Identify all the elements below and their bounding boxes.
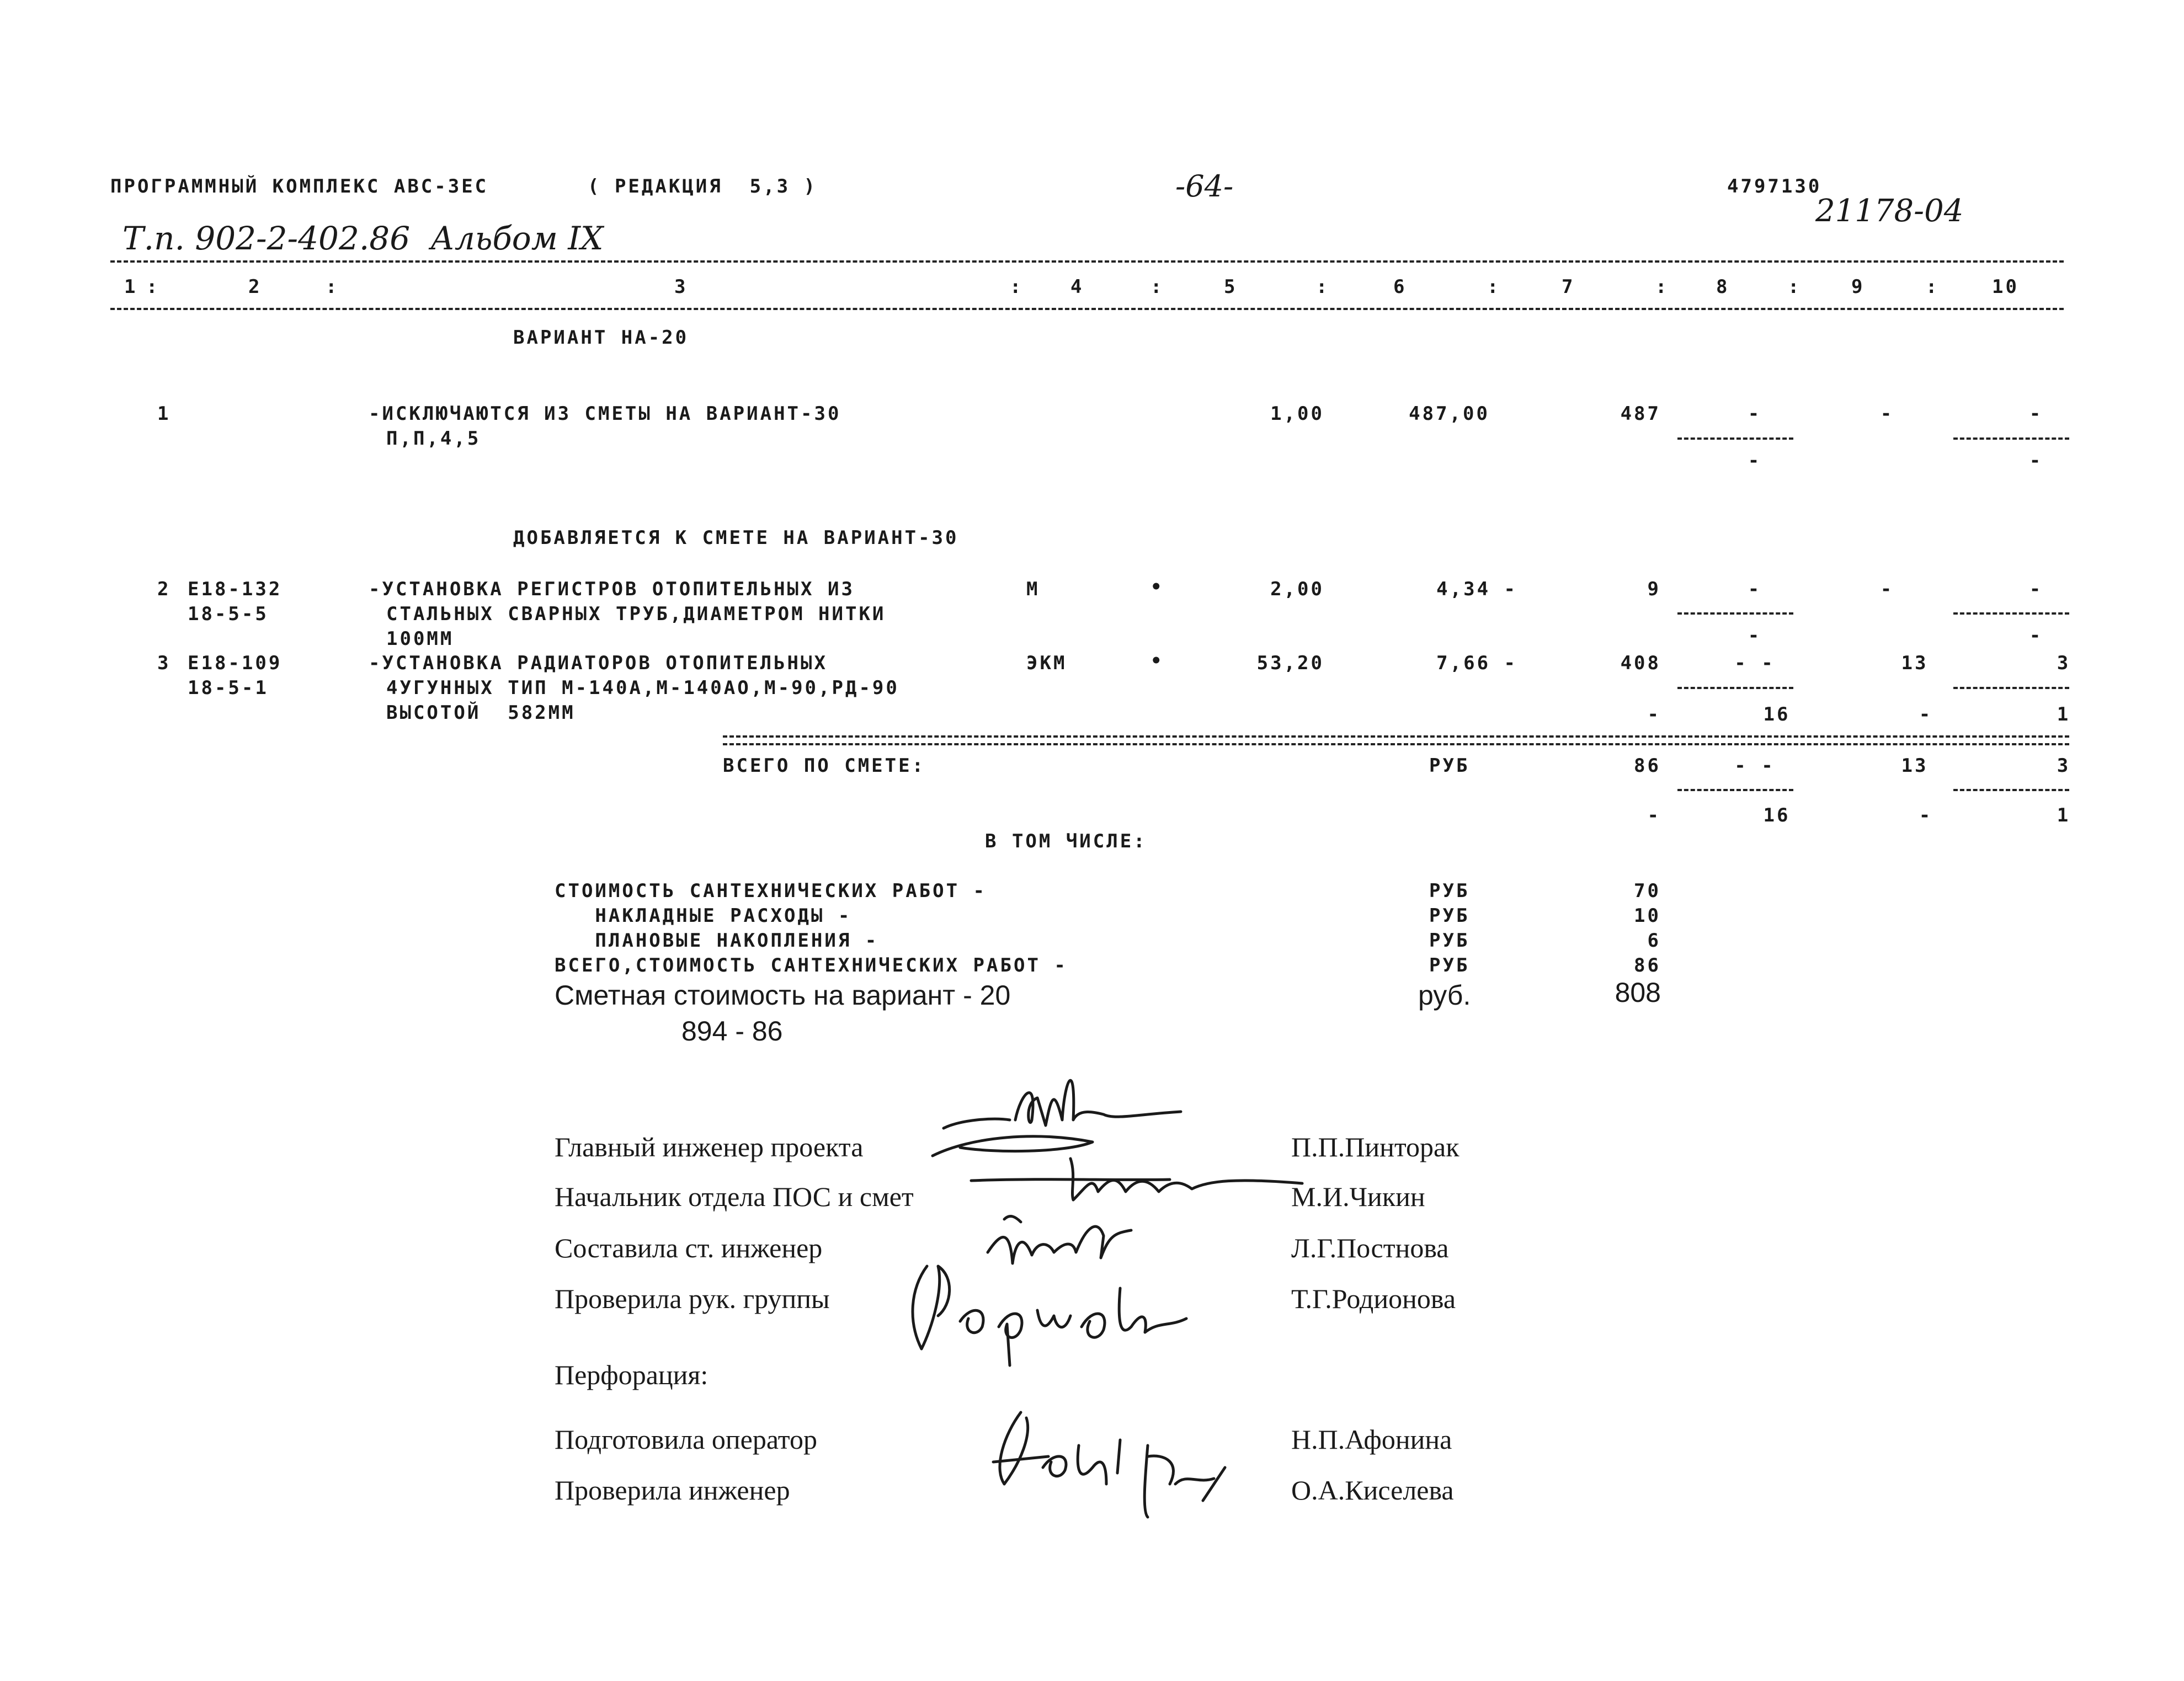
col8-bottom: - — [1748, 450, 1762, 472]
including-title: В ТОМ ЧИСЛЕ: — [985, 830, 1147, 852]
row-total: 487 — [1620, 403, 1661, 425]
row-total-bottom: - — [1647, 703, 1661, 725]
col-header-4: 4 — [1070, 276, 1084, 298]
col10-top: 3 — [2057, 652, 2071, 674]
signer-role: Составила ст. инженер — [555, 1232, 823, 1263]
signer-name: Т.Г.Родионова — [1291, 1283, 1456, 1314]
col-header-1: 1 — [124, 276, 138, 298]
col8-divider — [1677, 612, 1793, 615]
col-header-5: 5 — [1224, 276, 1238, 298]
doc-code: 4797130 — [1727, 175, 1822, 198]
row-unit: ЭКМ — [1026, 652, 1067, 674]
perforation-label: Перфорация: — [555, 1359, 709, 1390]
breakdown-unit: РУБ — [1429, 880, 1470, 902]
col-header-2: 2 — [248, 276, 262, 298]
col-sep: : — [1788, 276, 1802, 298]
row-description: 100ММ — [386, 628, 454, 650]
col8-top: - — [1748, 578, 1762, 600]
handwritten-code: 21178-04 — [1815, 193, 1964, 229]
breakdown-label: СТОИМОСТЬ САНТЕХНИЧЕСКИХ РАБОТ - — [555, 880, 987, 902]
row-description: -УСТАНОВКА РАДИАТОРОВ ОТОПИТЕЛЬНЫХ — [369, 652, 828, 674]
col10-top: - — [2029, 403, 2043, 425]
col-header-9: 9 — [1851, 276, 1865, 298]
col-sep: : — [1010, 276, 1024, 298]
summary-total: 86 — [1634, 755, 1661, 777]
col9-top: 13 — [1901, 652, 1929, 674]
estimate-note: 894 - 86 — [681, 1016, 783, 1047]
col-sep: : — [1926, 276, 1940, 298]
col10-divider — [1953, 612, 2069, 615]
row-quantity: 2,00 — [1270, 578, 1324, 600]
row-price: 4,34 - — [1436, 578, 1517, 600]
breakdown-value: 70 — [1634, 880, 1661, 902]
signer-role: Проверила рук. группы — [555, 1283, 830, 1314]
col8-divider — [1677, 789, 1793, 791]
signer-name: М.И.Чикин — [1291, 1181, 1425, 1212]
col-sep: : — [1150, 276, 1164, 298]
col10-top: - — [2029, 578, 2043, 600]
col-header-10: 10 — [1992, 276, 2019, 298]
col8-bottom: 16 — [1763, 703, 1791, 725]
summary-unit: РУБ — [1429, 755, 1470, 777]
row-code: 18-5-1 — [188, 677, 269, 699]
breakdown-label: НАКЛАДНЫЕ РАСХОДЫ - — [555, 905, 852, 927]
program-title: ПРОГРАММНЫЙ КОМПЛЕКС АВС-3ЕС — [110, 175, 489, 198]
operator-role: Подготовила оператор — [555, 1424, 817, 1455]
breakdown-unit: РУБ — [1429, 930, 1470, 952]
breakdown-value: 6 — [1647, 930, 1661, 952]
col10-bottom: 1 — [2057, 703, 2071, 725]
row-price: 7,66 - — [1436, 652, 1517, 674]
variant-title: ВАРИАНТ НА-20 — [513, 327, 689, 349]
col9-value: - — [1880, 578, 1894, 600]
col9-value: - — [1880, 403, 1894, 425]
operator-role: Проверила инженер — [555, 1475, 790, 1506]
col8-top: - - — [1734, 755, 1775, 777]
breakdown-value: 10 — [1634, 905, 1661, 927]
row-description: 4УГУННЫХ ТИП М-140А,М-140АО,М-90,РД-90 — [386, 677, 899, 699]
col9-bottom: - — [1919, 804, 1933, 826]
col10-top: 3 — [2057, 755, 2071, 777]
row-description: ВЫСОТОЙ 582ММ — [386, 702, 576, 724]
page-number: -64- — [1175, 169, 1234, 204]
col8-divider — [1677, 437, 1793, 440]
col9-bottom: - — [1919, 703, 1933, 725]
handwritten-project: Т.п. 902-2-402.86 Альбом IX — [122, 220, 604, 257]
row-quantity: 1,00 — [1270, 403, 1324, 425]
row-description: П,П,4,5 — [386, 428, 481, 450]
row-number: 3 — [157, 652, 171, 674]
row-unit: М — [1026, 578, 1040, 600]
row-mark: • — [1150, 650, 1164, 672]
row-description: -ИСКЛЮЧАЮТСЯ ИЗ СМЕТЫ НА ВАРИАНТ-30 — [369, 403, 841, 425]
row-total: 408 — [1620, 652, 1661, 674]
col8-top: - - — [1734, 652, 1775, 674]
breakdown-label: ВСЕГО,СТОИМОСТЬ САНТЕХНИЧЕСКИХ РАБОТ - — [555, 954, 1068, 976]
col10-divider — [1953, 687, 2069, 689]
table-header-rule — [110, 308, 2064, 310]
signer-name: П.П.Пинторак — [1291, 1132, 1459, 1162]
estimate-label: Сметная стоимость на вариант - 20 — [555, 980, 1011, 1011]
add-section-title: ДОБАВЛЯЕТСЯ К СМЕТЕ НА ВАРИАНТ-30 — [513, 527, 959, 549]
edition-label: ( РЕДАКЦИЯ 5,3 ) — [588, 175, 817, 198]
signer-role: Главный инженер проекта — [555, 1132, 864, 1162]
row-number: 2 — [157, 578, 171, 600]
signer-name: Л.Г.Постнова — [1291, 1232, 1449, 1263]
col8-bottom: - — [1748, 625, 1762, 647]
group-head-signature — [899, 1255, 1208, 1371]
row-code: Е18-132 — [188, 578, 283, 600]
row-mark: • — [1150, 576, 1164, 598]
col10-divider — [1953, 789, 2069, 791]
summary-rule — [723, 735, 2069, 738]
summary-label: ВСЕГО ПО СМЕТЕ: — [723, 755, 926, 777]
row-total: 9 — [1647, 578, 1661, 600]
summary-total-bottom: - — [1647, 804, 1661, 826]
col-header-6: 6 — [1393, 276, 1407, 298]
col10-bottom: - — [2029, 625, 2043, 647]
row-code: Е18-109 — [188, 652, 283, 674]
col8-bottom: 16 — [1763, 804, 1791, 826]
breakdown-unit: РУБ — [1429, 905, 1470, 927]
col-header-3: 3 — [674, 276, 688, 298]
col-sep: : — [146, 276, 160, 298]
col8-top: - — [1748, 403, 1762, 425]
operator-name: Н.П.Афонина — [1291, 1424, 1452, 1455]
col-sep: : — [1316, 276, 1330, 298]
breakdown-label: ПЛАНОВЫЕ НАКОПЛЕНИЯ - — [555, 930, 879, 952]
operator-name: О.А.Киселева — [1291, 1475, 1454, 1506]
col8-divider — [1677, 687, 1793, 689]
table-top-rule — [110, 260, 2064, 263]
row-code: 18-5-5 — [188, 603, 269, 625]
signer-role: Начальник отдела ПОС и смет — [555, 1181, 914, 1212]
breakdown-unit: РУБ — [1429, 954, 1470, 976]
row-description: -УСТАНОВКА РЕГИСТРОВ ОТОПИТЕЛЬНЫХ ИЗ — [369, 578, 855, 600]
col-sep: : — [326, 276, 339, 298]
col9-top: 13 — [1901, 755, 1929, 777]
col-sep: : — [1655, 276, 1669, 298]
col10-divider — [1953, 437, 2069, 440]
col-header-7: 7 — [1562, 276, 1575, 298]
col-header-8: 8 — [1716, 276, 1730, 298]
breakdown-value: 86 — [1634, 954, 1661, 976]
row-number: 1 — [157, 403, 171, 425]
col-sep: : — [1487, 276, 1501, 298]
row-quantity: 53,20 — [1256, 652, 1324, 674]
col10-bottom: - — [2029, 450, 2043, 472]
row-description: СТАЛЬНЫХ СВАРНЫХ ТРУБ,ДИАМЕТРОМ НИТКИ — [386, 603, 886, 625]
row-price: 487,00 — [1409, 403, 1490, 425]
estimate-value: 808 — [1615, 977, 1661, 1008]
estimate-unit: руб. — [1418, 980, 1471, 1011]
col10-bottom: 1 — [2057, 804, 2071, 826]
summary-rule-2 — [723, 743, 2069, 745]
operator-signature — [982, 1401, 1236, 1528]
